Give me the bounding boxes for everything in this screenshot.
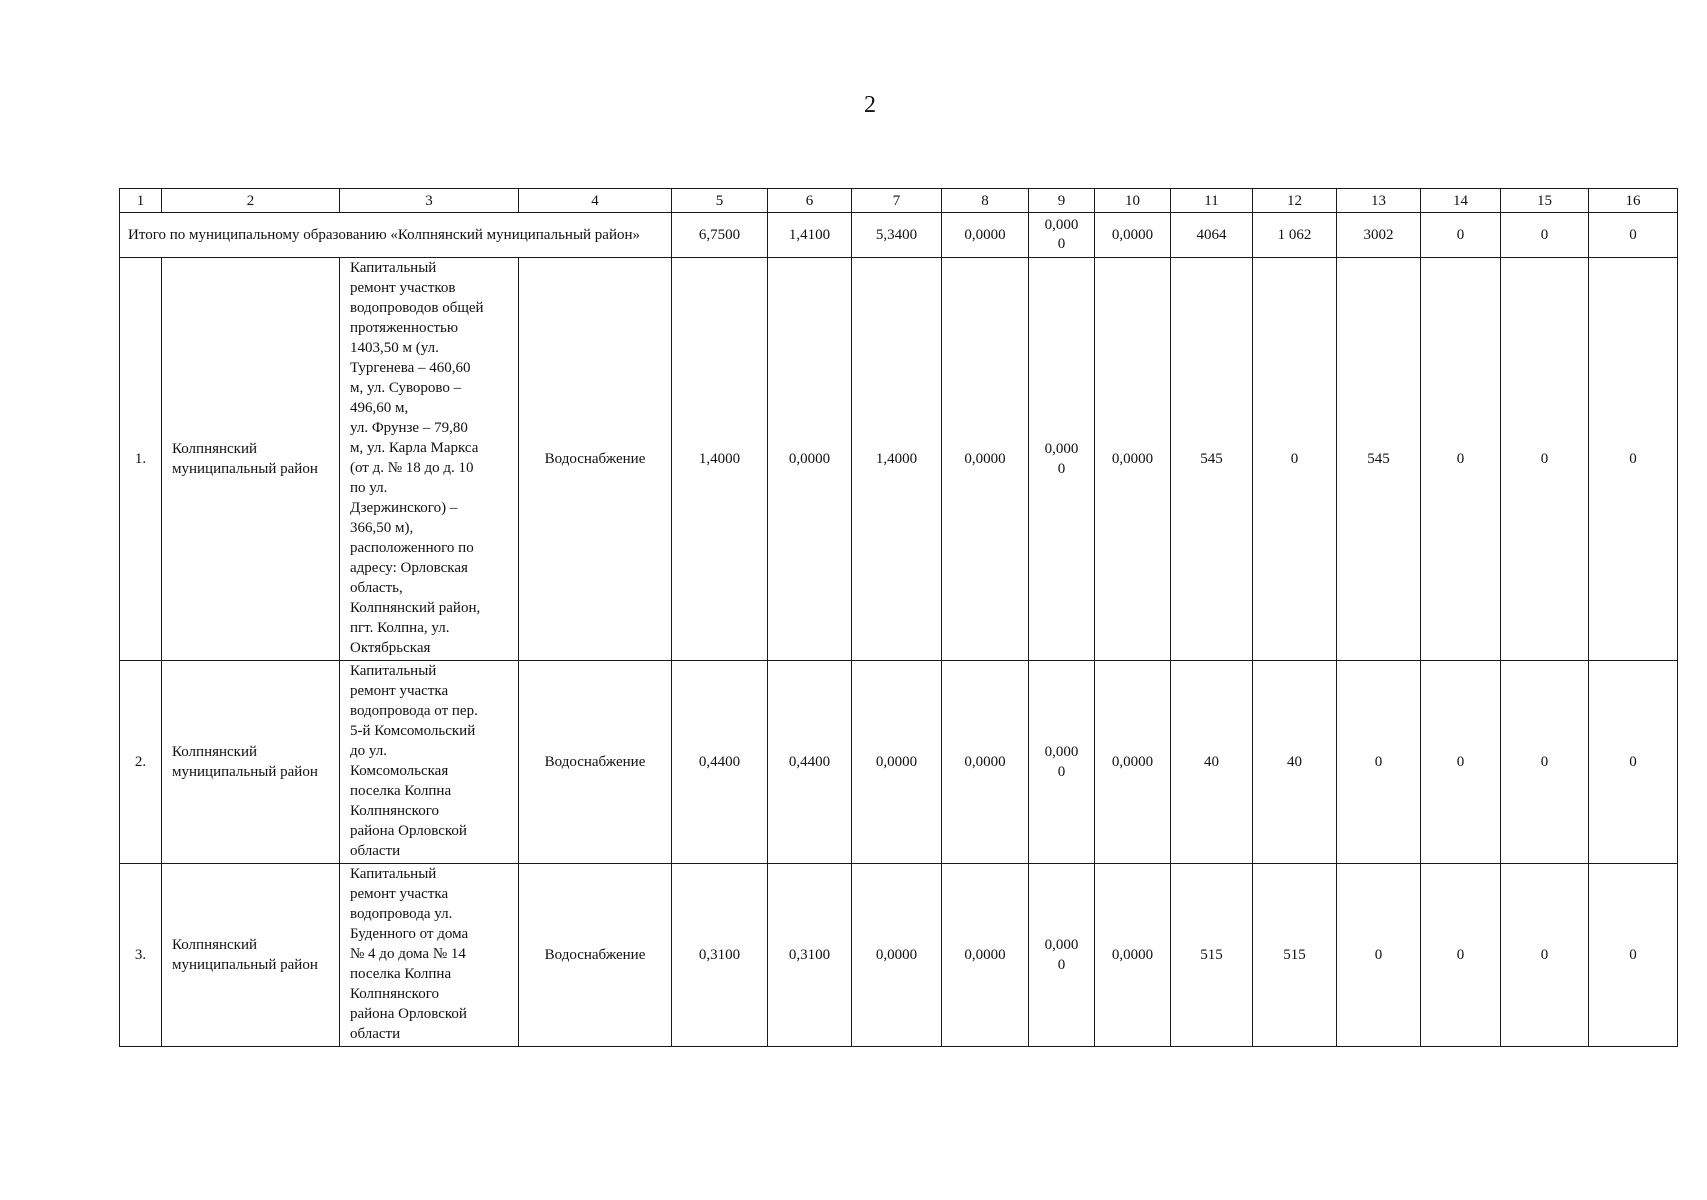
total-value: 3002 (1337, 213, 1421, 258)
value-cell (1029, 864, 1095, 1047)
type-cell: Водоснабжение (519, 258, 672, 661)
total-value: 6,7500 (672, 213, 768, 258)
table-row (120, 258, 1678, 661)
row-number: 3. (120, 864, 162, 1047)
total-value: 4064 (1171, 213, 1253, 258)
value-cell: 0 (1589, 258, 1678, 661)
value-cell: 0,0000 (1095, 258, 1171, 661)
value-cell: 0 (1501, 258, 1589, 661)
column-number: 3 (340, 189, 519, 213)
value-cell: 0 (1421, 258, 1501, 661)
description-cell (340, 258, 519, 661)
total-value: 1 062 (1253, 213, 1337, 258)
column-number: 9 (1029, 189, 1095, 213)
column-number: 7 (852, 189, 942, 213)
type-cell: Водоснабжение (519, 864, 672, 1047)
value-cell: 0,0000 (942, 661, 1029, 864)
value-cell: 0,4400 (672, 661, 768, 864)
column-number: 4 (519, 189, 672, 213)
total-value (1029, 213, 1095, 258)
value-cell: 0 (1421, 661, 1501, 864)
column-number: 16 (1589, 189, 1678, 213)
description-cell (340, 864, 519, 1047)
value-cell: 0 (1589, 864, 1678, 1047)
value-cell: 0,0000 (942, 864, 1029, 1047)
value-cell: 545 (1337, 258, 1421, 661)
value-cell: 0,3100 (672, 864, 768, 1047)
value-cell (1029, 258, 1095, 661)
table-row (120, 864, 1678, 1047)
value-cell: 0 (1337, 661, 1421, 864)
value-cell: 1,4000 (672, 258, 768, 661)
column-number: 10 (1095, 189, 1171, 213)
column-number: 5 (672, 189, 768, 213)
value-cell: 0 (1253, 258, 1337, 661)
value-cell (1029, 661, 1095, 864)
total-value: 0,0000 (942, 213, 1029, 258)
value-cell: 0,0000 (942, 258, 1029, 661)
column-number: 12 (1253, 189, 1337, 213)
total-label: Итого по муниципальному образованию «Колпнянский муниципальный район» (120, 213, 672, 258)
district-cell: Колпнянский муниципальный район (162, 661, 340, 864)
value-cell: 0 (1337, 864, 1421, 1047)
column-number: 1 (120, 189, 162, 213)
value-cell: 0,0000 (768, 258, 852, 661)
type-cell: Водоснабжение (519, 661, 672, 864)
value-text: 0,000 0 (1044, 441, 1079, 477)
value-text: 0,000 0 (1044, 937, 1079, 973)
column-number: 15 (1501, 189, 1589, 213)
value-cell: 0 (1421, 864, 1501, 1047)
column-number: 2 (162, 189, 340, 213)
value-cell: 0,0000 (852, 661, 942, 864)
value-cell: 0,0000 (1095, 661, 1171, 864)
description-text: Капитальный ремонт участка водопровода от пер. 5-й Комсомольский до ул. Комсомольская поселка Колпна Колпнянского района Орловской области (350, 663, 478, 859)
value-text: 0,000 0 (1044, 744, 1079, 780)
value-cell: 0 (1501, 864, 1589, 1047)
total-value-text: 0,000 0 (1044, 217, 1079, 252)
page-number: 2 (864, 92, 876, 118)
column-number-row (120, 189, 1678, 213)
district-cell: Колпнянский муниципальный район (162, 864, 340, 1047)
value-cell: 0 (1589, 661, 1678, 864)
value-cell: 40 (1253, 661, 1337, 864)
total-value: 1,4100 (768, 213, 852, 258)
column-number: 13 (1337, 189, 1421, 213)
column-number: 11 (1171, 189, 1253, 213)
value-cell: 0,0000 (852, 864, 942, 1047)
value-cell: 0,4400 (768, 661, 852, 864)
total-value: 0,0000 (1095, 213, 1171, 258)
description-cell (340, 661, 519, 864)
value-cell: 515 (1171, 864, 1253, 1047)
value-cell: 1,4000 (852, 258, 942, 661)
total-value: 5,3400 (852, 213, 942, 258)
table-row (120, 661, 1678, 864)
total-row (120, 213, 1678, 258)
row-number: 2. (120, 661, 162, 864)
total-value: 0 (1501, 213, 1589, 258)
data-table (119, 188, 1678, 1047)
row-number: 1. (120, 258, 162, 661)
total-value: 0 (1589, 213, 1678, 258)
column-number: 6 (768, 189, 852, 213)
value-cell: 0,0000 (1095, 864, 1171, 1047)
value-cell: 40 (1171, 661, 1253, 864)
column-number: 14 (1421, 189, 1501, 213)
description-text: Капитальный ремонт участка водопровода ул. Буденного от дома № 4 до дома № 14 поселка Колпна Колпнянского района Орловской области (350, 866, 469, 1042)
value-cell: 515 (1253, 864, 1337, 1047)
total-value: 0 (1421, 213, 1501, 258)
value-cell: 545 (1171, 258, 1253, 661)
district-cell: Колпнянский муниципальный район (162, 258, 340, 661)
value-cell: 0,3100 (768, 864, 852, 1047)
column-number: 8 (942, 189, 1029, 213)
value-cell: 0 (1501, 661, 1589, 864)
description-text: Капитальный ремонт участков водопроводов общей протяженностью 1403,50 м (ул. Тургенева – 460,60 м, ул. Суворово – 496,60 м, ул. Фрунзе – 79,80 м, ул. Карла Маркса (от д. № 18 до д. 10 по ул. Дзержинского) – 366,50 м), расположенного по адресу: Орловская область, Колпнянский район, пгт. Колпна, ул. Октябрьская (350, 260, 484, 656)
